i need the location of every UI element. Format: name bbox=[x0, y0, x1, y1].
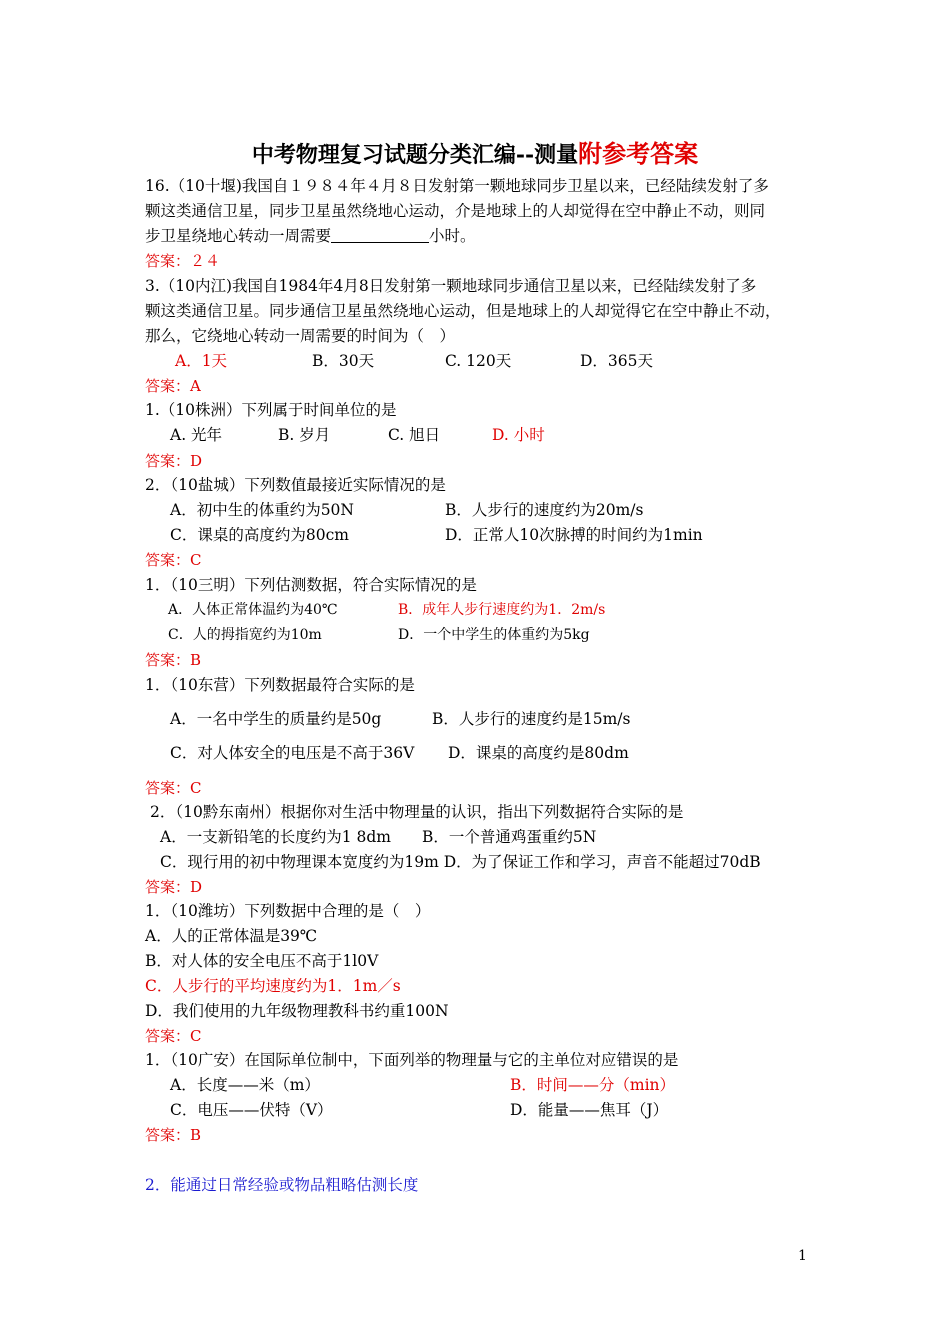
q1-line-1: 16.（10十堰)我国自１９８４年４月８日发射第一颗地球同步卫星以来，已经陆续发射了多 bbox=[145, 177, 769, 195]
q1-line-3-text: 步卫星绕地心转动一周需要 bbox=[145, 227, 332, 245]
q3-option-a: A. 光年 bbox=[170, 426, 223, 444]
q6-option-a: A．一名中学生的质量约是50g bbox=[170, 710, 382, 728]
q4-option-d: D．正常人10次脉搏的时间约为1min bbox=[445, 526, 703, 544]
q2-option-d: D．365天 bbox=[580, 352, 654, 370]
q7-options-line-2: C．现行用的初中物理课本宽度约为19m D．为了保证工作和学习，声音不能超过70dB bbox=[160, 853, 761, 871]
q7-options-line-1: A．一支新铅笔的长度约为1 8dm B．一个普通鸡蛋重约5N bbox=[160, 828, 597, 846]
q4-answer: 答案：C bbox=[145, 551, 202, 569]
q1-answer: 答案：２４ bbox=[145, 252, 221, 270]
q4-option-a: A．初中生的体重约为50N bbox=[170, 501, 354, 519]
q2-option-b: B．30天 bbox=[312, 352, 375, 370]
q9-option-b: B．时间——分（min） bbox=[510, 1076, 676, 1094]
q2-line-3: 那么，它绕地心转动一周需要的时间为（ ） bbox=[145, 327, 456, 345]
page-number: 1 bbox=[798, 1248, 807, 1264]
q5-answer: 答案：B bbox=[145, 651, 202, 669]
q2-line-1: 3.（10内江)我国自1984年4月8日发射第一颗地球同步通信卫星以来，已经陆续发射了多 bbox=[145, 277, 757, 295]
title-suffix: 附参考答案 bbox=[578, 139, 699, 168]
q4-stem: 2．（10盐城）下列数值最接近实际情况的是 bbox=[145, 476, 446, 494]
q1-line-2: 颗这类通信卫星，同步卫星虽然绕地心运动，介是地球上的人却觉得在空中静止不动，则同 bbox=[145, 202, 766, 220]
q8-option-a: A．人的正常体温是39℃ bbox=[145, 927, 318, 945]
q4-option-c: C．课桌的高度约为80cm bbox=[170, 526, 349, 544]
q8-answer: 答案：C bbox=[145, 1027, 202, 1045]
q9-option-a: A．长度——米（m） bbox=[170, 1076, 320, 1094]
q9-answer: 答案：B bbox=[145, 1126, 202, 1144]
q7-stem: 2．（10黔东南州）根据你对生活中物理量的认识，指出下列数据符合实际的是 bbox=[150, 803, 684, 821]
q9-stem: 1．（10广安）在国际单位制中，下面列举的物理量与它的主单位对应错误的是 bbox=[145, 1051, 679, 1069]
q8-option-c: C．人步行的平均速度约为1．1m／s bbox=[145, 977, 401, 995]
q5-option-a: A．人体正常体温约为40℃ bbox=[168, 602, 338, 618]
q3-option-b: B. 岁月 bbox=[278, 426, 331, 444]
q6-option-b: B．人步行的速度约是15m/s bbox=[432, 710, 631, 728]
q8-stem: 1．（10潍坊）下列数据中合理的是（ ） bbox=[145, 902, 431, 920]
q6-stem: 1．（10东营）下列数据最符合实际的是 bbox=[145, 676, 415, 694]
q2-option-a: A．1天 bbox=[175, 352, 228, 370]
title-main: 中考物理复习试题分类汇编--测量 bbox=[251, 142, 579, 168]
q9-option-d: D．能量——焦耳（J） bbox=[510, 1101, 669, 1119]
q5-option-c: C．人的拇指宽约为10m bbox=[168, 627, 322, 643]
q4-option-b: B．人步行的速度约为20m/s bbox=[445, 501, 644, 519]
q2-option-c: C. 120天 bbox=[445, 352, 512, 370]
q5-stem: 1．（10三明）下列估测数据，符合实际情况的是 bbox=[145, 576, 477, 594]
q2-line-2: 颗这类通信卫星。同步通信卫星虽然绕地心运动，但是地球上的人却觉得它在空中静止不动， bbox=[145, 302, 781, 320]
q3-option-d: D. 小时 bbox=[492, 426, 545, 444]
q6-answer: 答案：C bbox=[145, 779, 202, 797]
q5-option-d: D．一个中学生的体重约为5kg bbox=[398, 627, 590, 643]
q8-option-d: D．我们使用的九年级物理教科书约重100N bbox=[145, 1002, 449, 1020]
q9-option-c: C．电压——伏特（V） bbox=[170, 1101, 333, 1119]
q8-option-b: B．对人体的安全电压不高于1l0V bbox=[145, 952, 379, 970]
q7-answer: 答案：D bbox=[145, 878, 203, 896]
q3-answer: 答案：D bbox=[145, 452, 203, 470]
q3-option-c: C. 旭日 bbox=[388, 426, 441, 444]
q6-option-d: D．课桌的高度约是80dm bbox=[448, 744, 629, 762]
page-title bbox=[0, 134, 950, 169]
q2-answer: 答案：A bbox=[145, 377, 201, 395]
section-heading: 2．能通过日常经验或物品粗略估测长度 bbox=[145, 1176, 419, 1194]
q1-tail: 小时。 bbox=[429, 227, 476, 245]
answer-blank bbox=[331, 226, 429, 243]
q3-stem: 1.（10株洲）下列属于时间单位的是 bbox=[145, 401, 397, 419]
q6-option-c: C．对人体安全的电压是不高于36V bbox=[170, 744, 415, 762]
q5-option-b: B．成年人步行速度约为1．2m/s bbox=[398, 602, 606, 618]
q1-line-3 bbox=[145, 225, 476, 247]
